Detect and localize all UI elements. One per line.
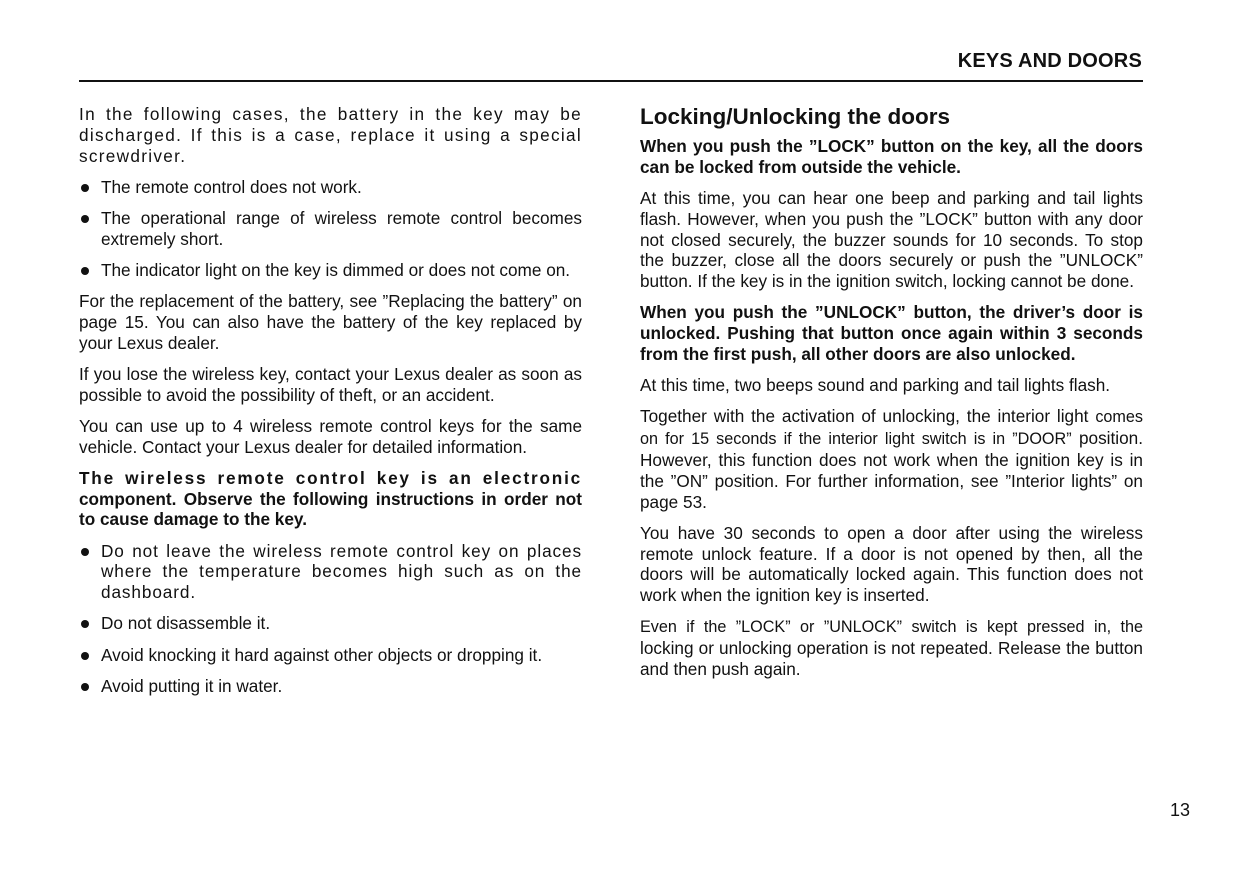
right-column <box>640 104 1143 690</box>
list-item: Do not disassemble it. <box>79 613 582 634</box>
unlock-detail-paragraph: At this time, two beeps sound and parking and tail lights flash. <box>640 375 1111 396</box>
lock-bold-paragraph: When you push the ”LOCK” button on the key, all the doors can be locked from outside the vehicle. <box>640 136 1143 177</box>
page-number: 13 <box>1170 800 1191 820</box>
interior-light-line-2: comes on for 15 seconds if the interior light switch is in ”DOOR” <box>640 408 1144 449</box>
interior-light-paragraph <box>640 406 1143 512</box>
instructions-list <box>79 541 582 697</box>
bullet-icon <box>81 184 89 192</box>
list-item: Do not leave the wireless remote control key on places where the temperature becomes high such as on the dashboard. <box>79 541 582 603</box>
caution-rest: component. Observe the following instructions in order not to cause damage to the key. <box>79 488 582 530</box>
bullet-icon <box>81 215 89 223</box>
caution-paragraph <box>79 468 582 530</box>
interior-light-rest: position. However, this function does not work when the ignition key is in the ”ON” position. For further information, see ”Interior lights” on page 53. <box>640 428 1143 512</box>
caution-line-1: The wireless remote control key is an electronic <box>79 467 582 488</box>
bullet-icon <box>81 620 89 628</box>
list-item: The remote control does not work. <box>79 177 582 198</box>
repeat-paragraph <box>640 616 1143 679</box>
key-count-paragraph: You can use up to 4 wireless remote control keys for the same vehicle. Contact your Lexus dealer for detailed information. <box>79 415 582 457</box>
section-heading: Locking/Unlocking the doors <box>640 104 951 129</box>
bullet-icon <box>81 267 89 275</box>
list-item: The indicator light on the key is dimmed or does not come on. <box>79 260 582 281</box>
bullet-icon <box>81 548 89 556</box>
lock-detail-paragraph: At this time, you can hear one beep and parking and tail lights flash. However, when you push the ”LOCK” button with any door not closed securely, the buzzer sounds for 10 seconds. To stop the buzzer, close all the doors securely or push the ”UNLOCK” button. If the key is in the ignition switch, locking cannot be done. <box>640 187 1143 292</box>
repeat-line-1: Even if the ”LOCK” or ”UNLOCK” switch is kept pressed in, the <box>640 618 1143 637</box>
unlock-bold-paragraph: When you push the ”UNLOCK” button, the driver’s door is unlocked. Pushing that button once again within 3 seconds from the first push, all other doors are also unlocked. <box>640 302 1143 364</box>
list-item: Avoid knocking it hard against other objects or dropping it. <box>79 645 582 666</box>
battery-cases-list <box>79 177 582 281</box>
list-item: The operational range of wireless remote control becomes extremely short. <box>79 208 582 250</box>
bullet-icon <box>81 683 89 691</box>
list-item: Avoid putting it in water. <box>79 676 582 697</box>
thirty-seconds-paragraph: You have 30 seconds to open a door after using the wireless remote unlock feature. If a door is not opened by then, all the doors will be automatically locked again. This function does not work when the ignition key is inserted. <box>640 522 1143 606</box>
page-header <box>79 48 1143 82</box>
bullet-icon <box>81 652 89 660</box>
repeat-rest: locking or unlocking operation is not repeated. Release the button and then push again. <box>640 638 1143 679</box>
battery-intro: In the following cases, the battery in the key may be discharged. If this is a case, replace it using a special screwdriver. <box>79 104 582 166</box>
replacement-paragraph: For the replacement of the battery, see ”Replacing the battery” on page 15. You can also have the battery of the key replaced by your Lexus dealer. <box>79 291 582 353</box>
section-title: KEYS AND DOORS <box>957 50 1142 72</box>
lost-key-paragraph: If you lose the wireless key, contact your Lexus dealer as soon as possible to avoid the possibility of theft, or an accident. <box>79 363 582 405</box>
left-column <box>79 104 582 707</box>
interior-light-line-1: Together with the activation of unlocking, the interior light <box>640 406 1089 427</box>
